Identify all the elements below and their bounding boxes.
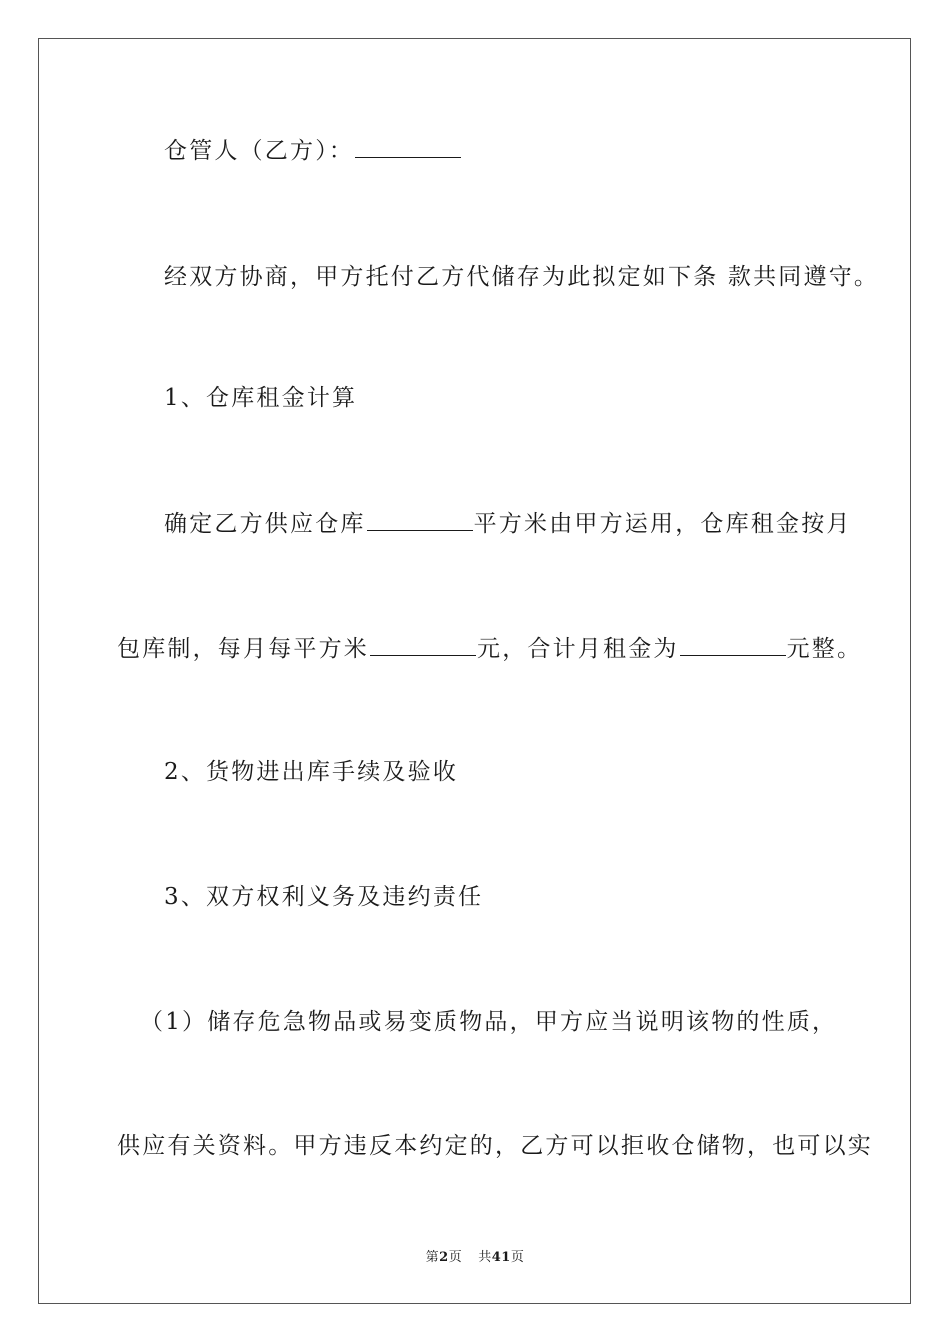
warehouse-keeper-blank (355, 137, 461, 158)
total-prefix: 共 (478, 1250, 492, 1265)
clause-3-1-line-2: 供应有关资料。甲方违反本约定的，乙方可以拒收仓储物，也可以实 (117, 1133, 873, 1159)
total-suffix: 页 (510, 1250, 525, 1265)
rent-clause-line-2 (117, 634, 862, 664)
unit-price-blank (370, 635, 476, 656)
warehouse-keeper-label: 仓管人（乙方）： (164, 138, 355, 164)
section-2-heading: 2、货物进出库手续及验收 (164, 759, 459, 785)
agreement-intro: 经双方协商，甲方托付乙方代储存为此拟定如下条 款共同遵守。 (164, 264, 880, 290)
clause-3-1-line-1: （1）储存危急物品或易变质物品，甲方应当说明该物的性质， (140, 1009, 838, 1035)
monthly-rent-blank (680, 635, 786, 656)
rent-clause-text-c: 包库制，每月每平方米 (117, 636, 369, 662)
rent-clause-text-e: 元整。 (786, 636, 863, 662)
section-1-heading: 1、仓库租金计算 (164, 385, 358, 411)
page-border (38, 38, 911, 1304)
rent-clause-line-1 (164, 509, 852, 539)
rent-clause-text-d: 元，合计月租金为 (477, 636, 679, 662)
page-number: 2 (439, 1250, 449, 1265)
page-footer (0, 1246, 950, 1265)
page-prefix: 第 (425, 1250, 440, 1265)
warehouse-keeper-line (164, 136, 462, 166)
page-suffix: 页 (448, 1250, 463, 1265)
total-pages: 41 (491, 1250, 511, 1265)
section-3-heading: 3、双方权利义务及违约责任 (164, 884, 484, 910)
rent-clause-text-b: 平方米由甲方运用，仓库租金按月 (473, 511, 852, 537)
area-blank (367, 510, 473, 531)
rent-clause-text-a: 确定乙方供应仓库 (164, 511, 366, 537)
